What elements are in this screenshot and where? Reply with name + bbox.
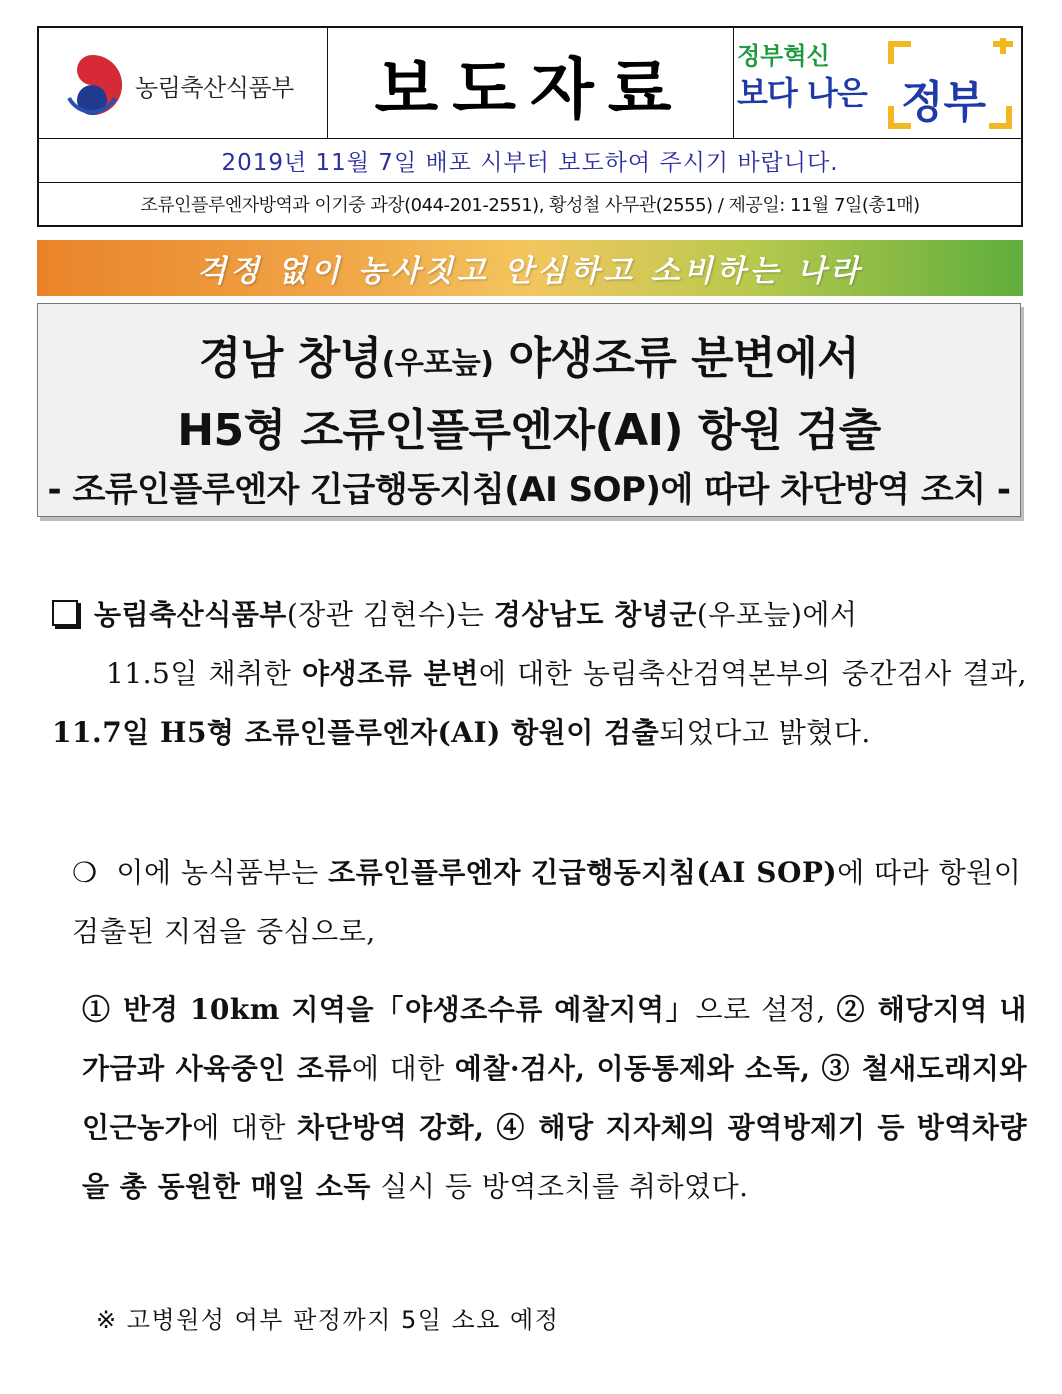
p2-sop: 조류인플루엔자 긴급행동지침(AI SOP) [328, 856, 838, 889]
p3-about1: 에 대한 [351, 1052, 455, 1085]
press-release-title: 보도자료 [374, 50, 686, 128]
headline-line2: H5형 조류인플루엔자(AI) 항원 검출 [177, 405, 881, 456]
p1-result: 11.7일 H5형 조류인플루엔자(AI) 항원이 검출 [52, 716, 660, 749]
sub-paragraph [72, 843, 1027, 961]
p1-location: (우포늪)에서 [696, 598, 858, 631]
p1-minister: (장관 김현수)는 [286, 598, 494, 631]
p3-about2: 에 대한 [192, 1111, 298, 1144]
gov-innovation-brand [733, 28, 1021, 138]
brand-line2: 보다 나은 [737, 74, 867, 112]
p2-end: 에 따라 항원이 검출된 지점을 중심으로, [72, 856, 1022, 948]
ministry-name: 농림축산식품부 [135, 74, 294, 102]
headline-line1-c: 야생조류 분변에서 [493, 333, 860, 384]
circle-bullet-icon: ❍ [72, 856, 98, 889]
checkbox-bullet-icon [52, 600, 78, 626]
slogan-text: 걱정 없이 농사짓고 안심하고 소비하는 나라 [197, 254, 863, 289]
p3-set: 으로 설정, [695, 993, 837, 1026]
p3-m3: 예찰·검사, 이동통제와 소독, ③ 철새도래지와 인근농가 [82, 1052, 1027, 1144]
p3-m4: 차단방역 강화, ④ 해당 지자체의 광역방제기 등 방역차량을 총 동원한 매일 소독 [82, 1111, 1027, 1203]
headline-box [37, 303, 1021, 517]
p1-date: 11.5일 채취한 [106, 657, 302, 690]
brand-line1: 정부혁신 [737, 42, 830, 70]
note: ※ 고병원성 여부 판정까지 5일 소요 예정 [96, 1306, 560, 1334]
p3-end: 실시 등 방역조치를 취하였다. [370, 1170, 749, 1203]
measures-paragraph [82, 980, 1027, 1216]
title-cell [327, 28, 734, 138]
header-top-row [39, 28, 1021, 139]
p1-sample: 야생조류 분변 [301, 657, 479, 690]
ministry-logo-cell [39, 28, 328, 138]
headline-line1-b: (우포늪) [381, 346, 494, 381]
main-paragraph [52, 585, 1027, 762]
press-header [37, 26, 1023, 227]
p3-m2: ② 해당지역 내 가금과 사육중인 조류 [82, 993, 1027, 1085]
p2-intro: 이에 농식품부는 [116, 856, 329, 889]
contact-row [39, 182, 1021, 225]
p1-test: 에 대한 농림축산검역본부의 중간검사 결과, [478, 657, 1027, 690]
p1-end: 되었다고 밝혔다. [659, 716, 871, 749]
headline-subtitle: - 조류인플루엔자 긴급행동지침(AI SOP)에 따라 차단방역 조치 - [47, 470, 1011, 510]
slogan-banner [37, 240, 1023, 296]
p3-m1: ① 반경 10km 지역을「야생조수류 예찰지역」 [82, 993, 696, 1026]
headline-line1-a: 경남 창녕 [198, 333, 382, 384]
release-notice: 2019년 11월 7일 배포 시부터 보도하여 주시기 바랍니다. [221, 149, 839, 176]
release-notice-row [39, 138, 1021, 183]
brand-line3: 정부 [901, 77, 987, 128]
headline-line1 [38, 322, 1020, 386]
p1-ministry: 농림축산식품부 [94, 598, 287, 631]
contact-info: 조류인플루엔자방역과 이기중 과장(044-201-2551), 황성철 사무관(2555) / 제공일: 11월 7일(총1매) [140, 194, 920, 216]
taegeuk-emblem-icon [61, 54, 123, 116]
p1-region: 경상남도 창녕군 [493, 598, 697, 631]
